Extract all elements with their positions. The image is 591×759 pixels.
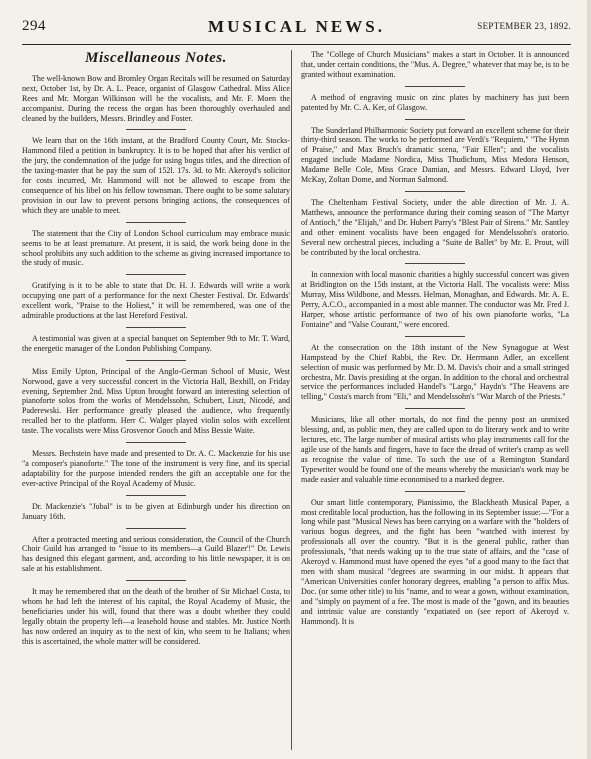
- article-paragraph: At the consecration on the 18th instant of the New Synagogue at West Hampstead by the Chief Rabbi, the Rev. Dr. Herrmann Adler, an excellent selection of music was performed by Mr. D. M. Davis's choir and a small stringed orchestra, Mr. Davis presiding at the organ. In addition to the choral and orchestral service the performances included Handel's "Largo," Haydn's "The Heavens are telling," Costa's march from "Eli," and Mendelssohn's "War March of the Priests.": [301, 342, 569, 402]
- section-heading: Miscellaneous Notes.: [85, 50, 227, 66]
- left-column: [22, 50, 290, 650]
- separator: [405, 491, 465, 492]
- column-divider: [291, 50, 292, 750]
- separator: [126, 327, 186, 328]
- separator: [405, 263, 465, 264]
- issue-date: SEPTEMBER 23, 1892.: [477, 21, 571, 31]
- article-paragraph: We learn that on the 16th instant, at the Bradford County Court, Mr. Stocks-Hammond filed a petition in bankruptcy. It is to be hoped that after his verdict of the jury, the condemnation of the judge for using bogus titles, and the direction of the taxing-master that he pay the sum of 152l. 17s. 3d. to Mr. Akeroyd's solicitor for costs incurred, Mr. Hammond will not be allowed to escape from the consequence of his libel on his fellow townsman. There ought to be some salutary provision in our law to prevent persons bringing actions, the consequences of which they are unable to meet.: [22, 136, 290, 215]
- separator: [126, 528, 186, 529]
- article-paragraph: The Sunderland Philharmonic Society put forward an excellent scheme for their thirty-third season. The works to be performed are Verdi's "Requiem," "The Hymn of Praise," and Max Bruch's dramatic scena, "Fair Ellen"; and the vocalists engaged include Madame Nordica, Miss Thudichum, Miss Medora Henson, Madame Belle Cole, Miss Grace Damian, and Messrs. Edward Lloyd, Iver McKay, Zoltan Dome, and Norman Salmond.: [301, 125, 569, 185]
- article-paragraph: Miss Emily Upton, Principal of the Anglo-German School of Music, West Norwood, gave a very successful concert in the Victoria Hall, Bexhill, on Friday evening, September 2nd. Miss Upton brought forward an interesting selection of pianoforte solos from the works of Mendelssohn, Schubert, Liszt, Nicodé, and Paderewski. Her performance greatly pleased the audience, who frequently recalled her to the platform. Herr C. Walger played violin solos with excellent taste. The vocalists were Miss Grosvenor Gooch and Miss Bessie Waite.: [22, 366, 290, 436]
- separator: [126, 129, 186, 130]
- page-number: 294: [22, 18, 46, 34]
- separator: [405, 119, 465, 120]
- article-paragraph: The statement that the City of London School curriculum may embrace music seems to be at least premature. At present, it is said, the work being done in the school prohibits any such addition to the scheme as giving increased importance to the study of music.: [22, 228, 290, 268]
- article-paragraph: The Cheltenham Festival Society, under the able direction of Mr. J. A. Matthews, announce the performance during their coming season of "The Martyr of Antioch," the "Elijah," and Dr. Hubert Parry's "Blest Pair of Sirens." Mr. Santley and other eminent vocalists have been engaged for Mendelssohn's oratorio. Several new orchestral pieces, including a "Suite de Ballet" by Mr. E. Prout, will be contributed by the local orchestra.: [301, 197, 569, 257]
- separator: [126, 274, 186, 275]
- separator: [405, 336, 465, 337]
- article-paragraph: Messrs. Bechstein have made and presented to Dr. A. C. Mackenzie for his use "a composer's pianoforte." The tone of the instrument is very fine, and its special adaptability for the purpose intended renders the gift an acceptable one for the ever-active Principal of the Royal Academy of Music.: [22, 449, 290, 488]
- article-paragraph: Dr. Mackenzie's "Jubal" is to be given at Edinburgh under his direction on January 16th.: [22, 501, 290, 521]
- article-paragraph: The "College of Church Musicians" makes a start in October. It is announced that, under certain conditions, the "Mus. A. Degree," whatever that may be, is to be granted without examination.: [301, 50, 569, 79]
- separator: [126, 222, 186, 223]
- separator: [126, 442, 186, 443]
- separator: [126, 495, 186, 496]
- right-column: [301, 50, 569, 629]
- article-paragraph: In connexion with local masonic charities a highly successful concert was given at Bridlington on the 15th instant, at the Victoria Hall. The vocalists were: Miss Murray, Miss Wildbone, and Messrs. Helman, Monaghan, and Edwards. Mr. A. E. Perry, A.C.O., accompanied in a most able manner. The conductor was Mr. Fred J. Harper, whose artistic performance of two of his own pianoforte works, "La Fontaine" and "Valse Courant," were encored.: [301, 270, 569, 329]
- separator: [405, 408, 465, 409]
- separator: [405, 191, 465, 192]
- article-paragraph: The well-known Bow and Bromley Organ Recitals will be resumed on Saturday next, October 1st, by Dr. A. L. Peace, organist of Glasgow Cathedral. Miss Alice Rees and Mr. Morgan Wilkinson will be the vocalists, and Mr. F. Moen the accompanist. During the recess the organ has been thoroughly overhauled and cleaned by the builders, Messrs. Brindley and Foster.: [22, 73, 290, 123]
- separator: [405, 86, 465, 87]
- separator: [126, 360, 186, 361]
- article-paragraph: A testimonial was given at a special banquet on September 9th to Mr. T. Ward, the energetic manager of the London Publishing Company.: [22, 333, 290, 353]
- article-paragraph: Our smart little contemporary, Pianissimo, the Blackheath Musical Paper, a most creditable local production, has the following in its September issue:—"For a long while past "Musical News has been carrying on a warfare with the "holders of various bogus degrees, and the fight has been "watched with interest by professionals all over the country. "But it is the general public, rather than professionals, "that needs waking up to the true state of affairs, and the "case of Akeroyd v. Hammond must have opened the eyes "of a good many to the fact that men with sham musical "degrees are swarming in our midst. It appears that "American Universities confer honorary degrees, enabling "a person to affix Mus. Doc. (or some other title) to his "name, and to wear a gown, without examination, and "simply on payment of a fee. The most is made of the "gown, and its beauties and intrinsic value are constantly "expatiated on (see report of Akeroyd v. Hammond). It is: [301, 497, 569, 626]
- page-header: [22, 18, 571, 40]
- page-edge: [587, 0, 591, 759]
- separator: [126, 580, 186, 581]
- article-paragraph: A method of engraving music on zinc plates by machinery has just been patented by Mr. C. A. Ker, of Glasgow.: [301, 92, 569, 112]
- article-paragraph: Musicians, like all other mortals, do not find the penny post an unmixed blessing, and, as public men, they are called upon to do literary work and to write lectures, etc. The large number of musical artists who play instruments call for the agile use of the hands and fingers, have to face the dread of writer's cramp as well as recognise the value of time. To such the use of a Remington Standard Typewriter would be found one of the means whereby the musician's work may be made easier and valuable time economised to a marked degree.: [301, 415, 569, 484]
- article-paragraph: Gratifying is it to be able to state that Dr. H. J. Edwards will write a work occupying one part of a performance for the next Chester Festival. Dr. Edwards' excellent work, "Praise to the Holiest," it will be remembered, was one of the admirable productions at the last Hereford Festival.: [22, 281, 290, 321]
- article-paragraph: After a protracted meeting and serious consideration, the Council of the Church Choir Guild has arranged to "issue to its members—a Guild Blazer'!" Dr. Lewis has designed this elegant garment, and, according to his little newspaper, it is on sale at his establishment.: [22, 534, 290, 574]
- masthead-title: MUSICAL NEWS.: [208, 17, 385, 36]
- article-paragraph: It may be remembered that on the death of the brother of Sir Michael Costa, to whom he had left the interest of his capital, the Royal Academy of Music, the beneficiaries under his will, found that there was a doubt whether they could legally obtain the property left—a leasehold house and stables. Mr. Justice North has now ordered an inquiry as to the next of kin, who seem to be Italians; when this is ascertained, the whole matter will be considered.: [22, 587, 290, 646]
- header-rule: [22, 44, 571, 45]
